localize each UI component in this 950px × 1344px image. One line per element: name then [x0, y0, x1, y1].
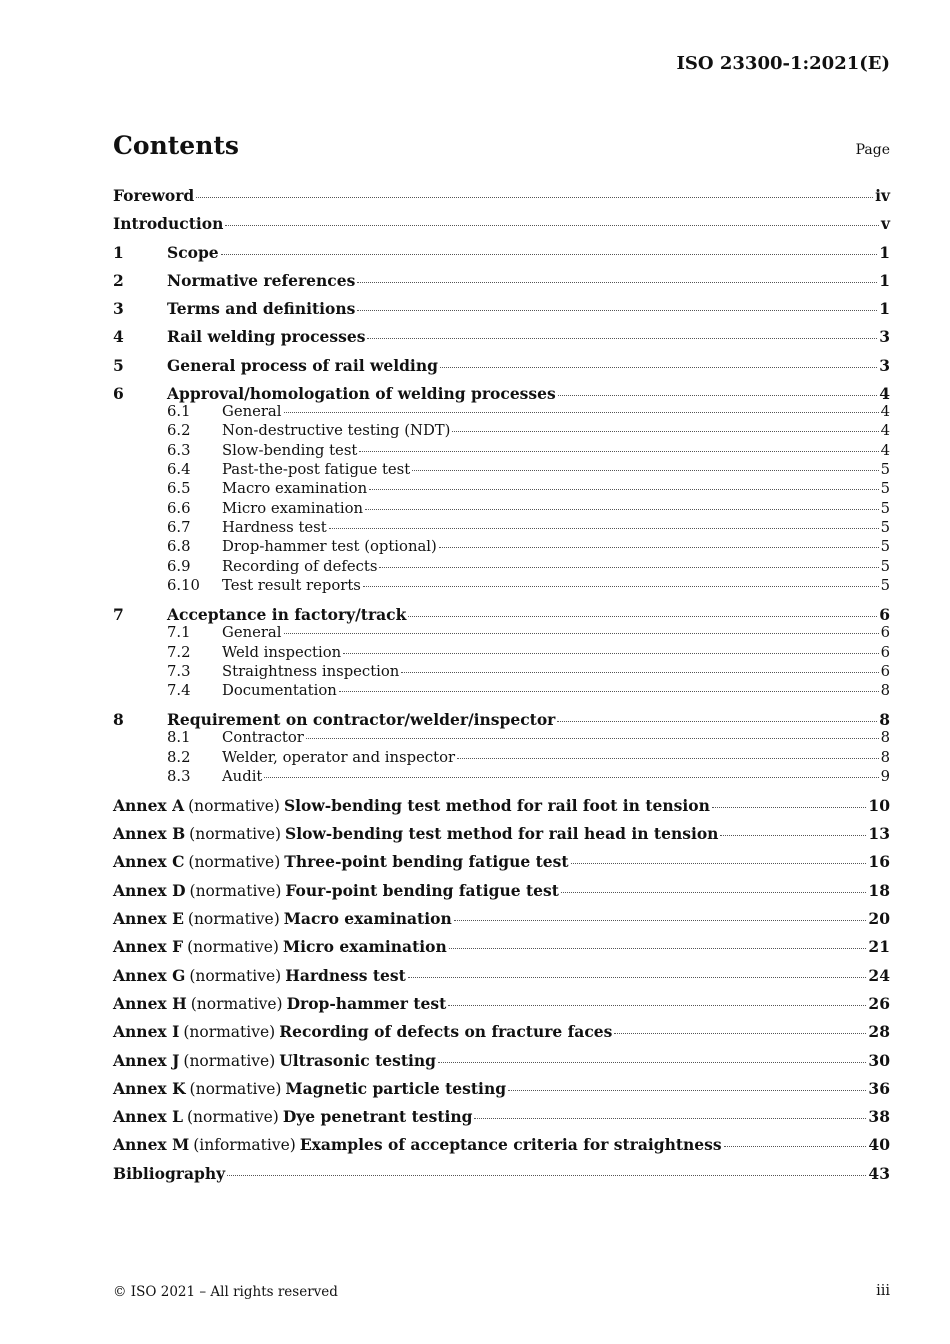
toc-page-number: 26: [868, 993, 890, 1013]
toc-annex-entry[interactable]: [113, 909, 890, 937]
toc-page-number: 16: [868, 852, 890, 872]
toc-page-number: 10: [868, 795, 890, 815]
dot-leader: [474, 1118, 866, 1119]
toc-subentry[interactable]: [113, 558, 890, 577]
subclause-number: 6.9: [167, 557, 191, 575]
annex-type: (normative): [189, 1079, 282, 1098]
subclause-title: Hardness test: [222, 519, 327, 537]
dot-leader: [264, 777, 878, 778]
toc-page-number: 20: [868, 909, 890, 929]
subclause-title: Welder, operator and inspector: [222, 748, 456, 766]
annex-type: (normative): [189, 825, 282, 844]
subclause-title: General: [222, 403, 282, 421]
toc-page-number: 5: [880, 480, 890, 498]
annex-type: (normative): [190, 994, 283, 1013]
dot-leader: [408, 616, 877, 617]
document-id: ISO 23300-1:2021(E): [676, 53, 890, 74]
toc-page-number: 6: [880, 643, 890, 661]
toc-page-number: 3: [879, 355, 890, 375]
toc-page-number: 8: [880, 682, 890, 700]
subclause-title: Past-the-post fatigue test: [222, 461, 411, 479]
dot-leader: [221, 254, 878, 255]
annex-type: (normative): [183, 1023, 276, 1042]
toc-page-number: 1: [879, 299, 890, 319]
dot-leader: [401, 672, 878, 673]
toc-annex-entry[interactable]: [113, 796, 890, 824]
clause-number: 7: [113, 605, 124, 625]
toc-subentry[interactable]: [113, 538, 890, 557]
dot-leader: [561, 892, 867, 893]
clause-title: Scope: [167, 242, 219, 262]
toc-page-number: 38: [868, 1107, 890, 1127]
clause-number: 8: [113, 710, 124, 730]
dot-leader: [508, 1090, 866, 1091]
dot-leader: [712, 807, 867, 808]
toc-subentry[interactable]: [113, 461, 890, 480]
subclause-title: Audit: [222, 767, 263, 785]
annex-type: (normative): [189, 966, 282, 985]
dot-leader: [306, 738, 879, 739]
annex-type: (normative): [187, 910, 280, 929]
dot-leader: [284, 633, 879, 634]
toc-subentry[interactable]: [113, 403, 890, 422]
annex-title: Ultrasonic testing: [279, 1050, 437, 1070]
dot-leader: [359, 451, 878, 452]
dot-leader: [367, 338, 877, 339]
dot-leader: [457, 758, 879, 759]
subclause-number: 6.5: [167, 480, 191, 498]
toc-subentry[interactable]: [113, 577, 890, 605]
toc-entry[interactable]: [113, 186, 890, 214]
toc-page-number: 4: [880, 441, 890, 459]
dot-leader: [412, 470, 878, 471]
toc-page-number: 8: [880, 748, 890, 766]
toc-page-number: 18: [868, 880, 890, 900]
toc-page-number: 4: [879, 384, 890, 404]
toc-subentry[interactable]: [113, 519, 890, 538]
toc-page-number: 1: [879, 270, 890, 290]
annex-title: Four-point bending fatigue test: [285, 880, 559, 900]
toc-page-number: 40: [868, 1135, 890, 1155]
toc-page-number: 28: [868, 1022, 890, 1042]
subclause-number: 7.2: [167, 643, 191, 661]
subclause-number: 8.3: [167, 767, 191, 785]
clause-title: Normative references: [167, 270, 356, 290]
toc-entry[interactable]: [113, 1164, 890, 1192]
page-column-label: Page: [855, 142, 890, 158]
toc-annex-entry[interactable]: [113, 881, 890, 909]
toc-page-number: iv: [875, 186, 890, 205]
toc-page-number: 8: [880, 729, 890, 747]
dot-leader: [724, 1146, 867, 1147]
dot-leader: [558, 395, 877, 396]
annex-title: Hardness test: [285, 965, 406, 985]
dot-leader: [379, 567, 878, 568]
subclause-title: Recording of defects: [222, 557, 378, 575]
dot-leader: [369, 489, 878, 490]
toc-annex-entry[interactable]: [113, 994, 890, 1022]
clause-title: Foreword: [113, 186, 195, 205]
subclause-title: Test result reports: [222, 577, 361, 595]
clause-title: Terms and definitions: [167, 299, 356, 319]
toc-annex-entry[interactable]: [113, 1107, 890, 1135]
toc-subentry[interactable]: [113, 749, 890, 768]
annex-type: (normative): [183, 1051, 276, 1070]
annex-title: Examples of acceptance criteria for straightness: [299, 1135, 722, 1155]
subclause-title: Contractor: [222, 729, 304, 747]
toc-annex-entry[interactable]: [113, 824, 890, 852]
dot-leader: [357, 282, 877, 283]
dot-leader: [614, 1033, 866, 1034]
annex-title: Slow-bending test method for rail foot in tension: [283, 795, 710, 815]
annex-label: Annex F: [113, 937, 184, 957]
toc-subentry[interactable]: [113, 500, 890, 519]
toc-page-number: 5: [880, 577, 890, 595]
toc-page-number: 6: [880, 624, 890, 642]
clause-title: Introduction: [113, 214, 224, 234]
toc-page-number: 43: [868, 1163, 890, 1183]
annex-title: Recording of defects on fracture faces: [279, 1022, 613, 1042]
annex-label: Annex H: [113, 993, 187, 1013]
dot-leader: [452, 431, 878, 432]
dot-leader: [284, 412, 879, 413]
toc-page-number: 24: [868, 965, 890, 985]
subclause-number: 6.4: [167, 461, 191, 479]
toc-subentry[interactable]: [113, 422, 890, 441]
annex-label: Annex A: [113, 795, 185, 815]
dot-leader: [557, 721, 877, 722]
dot-leader: [363, 586, 879, 587]
dot-leader: [365, 509, 879, 510]
subclause-number: 7.4: [167, 682, 191, 700]
subclause-title: Drop-hammer test (optional): [222, 538, 437, 556]
toc-entry[interactable]: [113, 271, 890, 299]
toc-subentry[interactable]: [113, 644, 890, 663]
toc-subentry[interactable]: [113, 624, 890, 643]
clause-title: Requirement on contractor/welder/inspector: [167, 710, 556, 730]
annex-title: Micro examination: [282, 937, 447, 957]
annex-label: Annex B: [113, 824, 186, 844]
subclause-number: 7.1: [167, 624, 191, 642]
table-of-contents: [113, 186, 890, 1192]
subclause-number: 6.2: [167, 422, 191, 440]
annex-title: Slow-bending test method for rail head in tension: [285, 824, 719, 844]
toc-page-number: 4: [880, 422, 890, 440]
footer-page-number: iii: [876, 1283, 890, 1299]
clause-number: 4: [113, 327, 124, 347]
dot-leader: [448, 1005, 866, 1006]
annex-label: Annex L: [113, 1107, 183, 1127]
toc-entry[interactable]: [113, 299, 890, 327]
clause-title: Acceptance in factory/track: [167, 605, 407, 625]
toc-annex-entry[interactable]: [113, 1051, 890, 1079]
subclause-number: 8.2: [167, 748, 191, 766]
toc-annex-entry[interactable]: [113, 1135, 890, 1163]
toc-subentry[interactable]: [113, 442, 890, 461]
clause-number: 6: [113, 384, 124, 404]
annex-title: Macro examination: [283, 909, 452, 929]
clause-title: General process of rail welding: [167, 355, 438, 375]
subclause-number: 6.8: [167, 538, 191, 556]
toc-page-number: 5: [880, 557, 890, 575]
subclause-title: Macro examination: [222, 480, 368, 498]
annex-type: (normative): [186, 1108, 279, 1127]
clause-number: 1: [113, 242, 124, 262]
subclause-title: Non-destructive testing (NDT): [222, 422, 451, 440]
toc-page-number: 6: [879, 605, 890, 625]
annex-title: Drop-hammer test: [286, 993, 447, 1013]
subclause-number: 6.1: [167, 403, 191, 421]
dot-leader: [343, 653, 878, 654]
clause-title: Rail welding processes: [167, 327, 366, 347]
toc-subentry[interactable]: [113, 480, 890, 499]
clause-title: Bibliography: [113, 1163, 226, 1183]
annex-label: Annex G: [113, 965, 186, 985]
subclause-title: General: [222, 624, 282, 642]
subclause-number: 6.6: [167, 499, 191, 517]
annex-type: (normative): [189, 881, 282, 900]
subclause-title: Micro examination: [222, 499, 364, 517]
toc-subentry[interactable]: [113, 663, 890, 682]
dot-leader: [439, 547, 879, 548]
toc-entry[interactable]: [113, 605, 890, 624]
toc-entry[interactable]: [113, 710, 890, 729]
subclause-title: Straightness inspection: [222, 662, 400, 680]
toc-page-number: v: [880, 214, 890, 234]
toc-subentry[interactable]: [113, 682, 890, 710]
annex-label: Annex J: [113, 1050, 180, 1070]
subclause-number: 6.3: [167, 441, 191, 459]
toc-annex-entry[interactable]: [113, 1079, 890, 1107]
annex-type: (informative): [193, 1136, 296, 1155]
copyright-notice: © ISO 2021 – All rights reserved: [113, 1284, 338, 1300]
dot-leader: [571, 863, 867, 864]
annex-label: Annex M: [113, 1135, 190, 1155]
annex-label: Annex D: [113, 880, 186, 900]
toc-page-number: 5: [880, 538, 890, 556]
toc-subentry[interactable]: [113, 729, 890, 748]
toc-entry[interactable]: [113, 384, 890, 403]
annex-label: Annex I: [113, 1022, 180, 1042]
dot-leader: [720, 835, 866, 836]
annex-type: (normative): [188, 796, 280, 815]
dot-leader: [357, 310, 877, 311]
annex-title: Three-point bending fatigue test: [284, 852, 569, 872]
toc-page-number: 9: [880, 767, 890, 785]
dot-leader: [329, 528, 879, 529]
toc-entry[interactable]: [113, 214, 890, 242]
subclause-title: Slow-bending test: [222, 441, 358, 459]
annex-label: Annex K: [113, 1078, 186, 1098]
toc-page-number: 5: [880, 499, 890, 517]
toc-page-number: 8: [879, 710, 890, 730]
clause-title: Approval/homologation of welding processes: [167, 384, 556, 404]
subclause-number: 7.3: [167, 662, 191, 680]
toc-subentry[interactable]: [113, 768, 890, 796]
dot-leader: [408, 977, 867, 978]
toc-page-number: 1: [879, 242, 890, 262]
toc-page-number: 36: [868, 1078, 890, 1098]
dot-leader: [339, 691, 879, 692]
annex-title: Magnetic particle testing: [285, 1078, 507, 1098]
dot-leader: [454, 920, 867, 921]
toc-page-number: 5: [880, 461, 890, 479]
toc-page-number: 4: [880, 403, 890, 421]
dot-leader: [449, 948, 867, 949]
toc-entry[interactable]: [113, 243, 890, 271]
subclause-number: 6.10: [167, 577, 200, 595]
clause-number: 5: [113, 355, 124, 375]
subclause-number: 8.1: [167, 729, 191, 747]
toc-annex-entry[interactable]: [113, 852, 890, 880]
toc-annex-entry[interactable]: [113, 966, 890, 994]
toc-page-number: 30: [868, 1050, 890, 1070]
toc-entry[interactable]: [113, 327, 890, 355]
toc-page-number: 3: [879, 327, 890, 347]
annex-type: (normative): [188, 853, 281, 872]
toc-page-number: 6: [880, 662, 890, 680]
annex-title: Dye penetrant testing: [282, 1107, 473, 1127]
subclause-title: Weld inspection: [222, 643, 342, 661]
subclause-title: Documentation: [222, 682, 337, 700]
toc-page-number: 21: [868, 937, 890, 957]
toc-entry[interactable]: [113, 356, 890, 384]
annex-label: Annex C: [113, 852, 185, 872]
toc-annex-entry[interactable]: [113, 1022, 890, 1050]
dot-leader: [196, 197, 873, 198]
dot-leader: [440, 367, 877, 368]
dot-leader: [227, 1175, 866, 1176]
toc-page-number: 5: [880, 519, 890, 537]
clause-number: 3: [113, 299, 124, 319]
page-title: Contents: [113, 131, 240, 160]
dot-leader: [225, 225, 879, 226]
subclause-number: 6.7: [167, 519, 191, 537]
annex-label: Annex E: [113, 909, 184, 929]
dot-leader: [438, 1062, 866, 1063]
toc-annex-entry[interactable]: [113, 937, 890, 965]
toc-page-number: 13: [868, 824, 890, 844]
clause-number: 2: [113, 270, 124, 290]
annex-type: (normative): [187, 938, 279, 957]
